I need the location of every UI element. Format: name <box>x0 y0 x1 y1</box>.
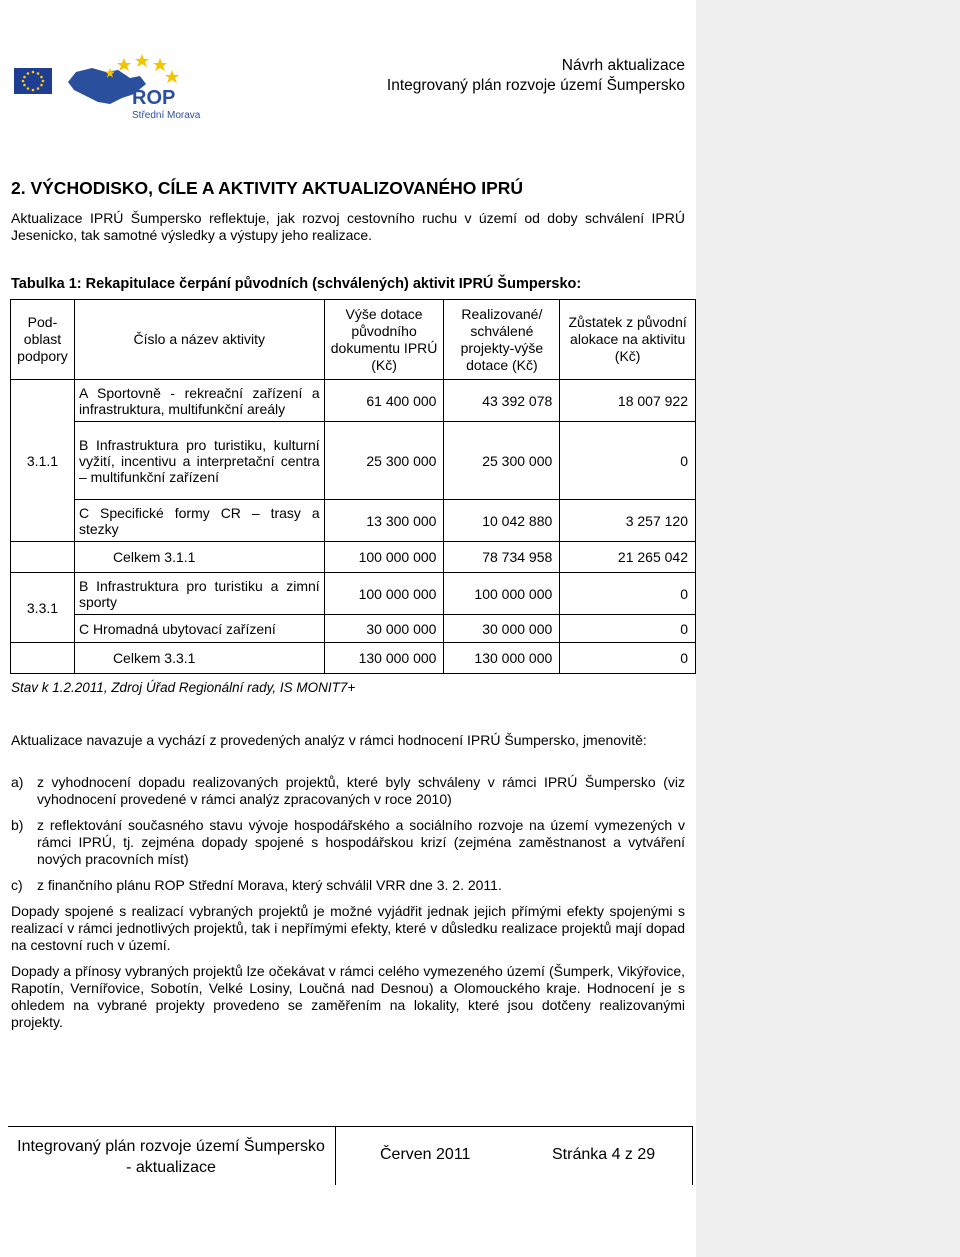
footer-plan-line-2: - aktualizace <box>126 1159 216 1176</box>
realized-cell: 30 000 000 <box>444 615 560 643</box>
empty-cell <box>11 542 75 573</box>
remaining-cell: 0 <box>560 573 696 615</box>
table-source-note: Stav k 1.2.2011, Zdroj Úřad Regionální rady, IS MONIT7+ <box>11 680 356 695</box>
total-label-cell: Celkem 3.3.1 <box>74 643 324 674</box>
original-cell: 13 300 000 <box>324 500 444 542</box>
total-original-cell: 100 000 000 <box>324 542 444 573</box>
paragraph-effects: Dopady spojené s realizací vybraných projektů je možné vyjádřit jednak jejich přímými efekty spojenými s realizací v rámci jednotlivých projektů, tak i nepřímými efekty, které v důsledku realizace projektů mají dopad na cestovní ruch v území. <box>11 903 685 953</box>
right-margin-band <box>696 0 960 1257</box>
footer-divider <box>692 1126 693 1185</box>
table-caption: Tabulka 1: Rekapitulace čerpání původních (schválených) aktivit IPRÚ Šumpersko: <box>11 276 582 292</box>
realized-cell: 10 042 880 <box>444 500 560 542</box>
list-text: z finančního plánu ROP Střední Morava, který schválil VRR dne 3. 2. 2011. <box>37 877 502 893</box>
intro-paragraph: Aktualizace IPRÚ Šumpersko reflektuje, jak rozvoj cestovního ruchu v území od doby schválení IPRÚ Jesenicko, tak samotné výsledky a výstupy jeho realizace. <box>11 210 685 243</box>
original-cell: 61 400 000 <box>324 380 444 422</box>
header-line-2: Integrovaný plán rozvoje území Šumpersko <box>386 77 685 94</box>
col-header-original: Výše dotace původního dokumentu IPRÚ (Kč) <box>324 300 444 380</box>
rop-logo <box>14 50 214 122</box>
paragraph-benefits: Dopady a přínosy vybraných projektů lze očekávat v rámci celého vymezeného území (Šumperk, Vikýřovice, Rapotín, Vernířovice, Sobotín, Velké Losiny, Loučná nad Desnou) a Olomouckého kraje. Hodnocení je s ohledem na vybrané projekty provedeno se zaměřením na lokality, které jsou dotčeny realizovanými projekty. <box>11 963 685 1030</box>
table-row <box>11 380 696 422</box>
table-total-row <box>11 643 696 674</box>
list-item <box>11 877 685 894</box>
total-remaining-cell: 21 265 042 <box>560 542 696 573</box>
realized-cell: 100 000 000 <box>444 573 560 615</box>
list-text: z reflektování současného stavu vývoje hospodářského a sociálního rozvoje na území vymezených v rámci IPRÚ, tj. zejména dopady spojené s hospodářskou krizí (zejména zaměstnanost a vytváření nových pracovních míst) <box>37 817 685 867</box>
table-total-row <box>11 542 696 573</box>
footer-page-number: Stránka 4 z 29 <box>552 1146 656 1163</box>
remaining-cell: 3 257 120 <box>560 500 696 542</box>
col-header-activity: Číslo a název aktivity <box>74 300 324 380</box>
list-item <box>11 817 685 868</box>
total-original-cell: 130 000 000 <box>324 643 444 674</box>
col-header-realized: Realizované/ schválené projekty-výše dotace (Kč) <box>444 300 560 380</box>
table-row <box>11 500 696 542</box>
table-row <box>11 573 696 615</box>
total-label-cell: Celkem 3.1.1 <box>74 542 324 573</box>
total-realized-cell: 78 734 958 <box>444 542 560 573</box>
realized-cell: 43 392 078 <box>444 380 560 422</box>
table-row <box>11 615 696 643</box>
realized-cell: 25 300 000 <box>444 422 560 500</box>
list-marker: a) <box>11 774 24 790</box>
remaining-cell: 18 007 922 <box>560 380 696 422</box>
document-header <box>387 56 685 96</box>
activity-cell: B Infrastruktura pro turistiku, kulturní vyžití, incentivu a interpretační centra – multifunkční zařízení <box>74 422 324 500</box>
original-cell: 100 000 000 <box>324 573 444 615</box>
table-row <box>11 422 696 500</box>
header-line-1: Návrh aktualizace <box>561 57 685 74</box>
activity-cell: C Hromadná ubytovací zařízení <box>74 615 324 643</box>
section-heading: 2. VÝCHODISKO, CÍLE A AKTIVITY AKTUALIZOVANÉHO IPRÚ <box>11 178 524 198</box>
svg-text:ROP: ROP <box>132 87 176 109</box>
recap-table <box>10 299 696 674</box>
activity-cell: A Sportovně - rekreační zařízení a infrastruktura, multifunkční areály <box>74 380 324 422</box>
activity-cell: B Infrastruktura pro turistiku a zimní sporty <box>74 573 324 615</box>
total-remaining-cell: 0 <box>560 643 696 674</box>
table-header-row <box>11 300 696 380</box>
footer-date: Červen 2011 <box>380 1146 471 1163</box>
remaining-cell: 0 <box>560 615 696 643</box>
col-header-subarea: Pod-oblast podpory <box>11 300 75 380</box>
subarea-cell: 3.3.1 <box>11 573 75 643</box>
list-marker: c) <box>11 877 23 893</box>
activity-cell: C Specifické formy CR – trasy a stezky <box>74 500 324 542</box>
col-header-remaining: Zůstatek z původní alokace na aktivitu (Kč) <box>560 300 696 380</box>
subarea-cell: 3.1.1 <box>11 380 75 542</box>
list-marker: b) <box>11 817 24 833</box>
footer-plan-line-1: Integrovaný plán rozvoje území Šumpersko <box>17 1138 325 1155</box>
remaining-cell: 0 <box>560 422 696 500</box>
after-table-paragraph: Aktualizace navazuje a vychází z provedených analýz v rámci hodnocení IPRÚ Šumpersko, jmenovitě: <box>11 732 647 748</box>
list-text: z vyhodnocení dopadu realizovaných projektů, které byly schváleny v rámci IPRÚ Šumpersko (viz vyhodnocení provedené v rámci analýz zpracovaných v roce 2010) <box>37 774 685 807</box>
footer-rule <box>8 1126 693 1127</box>
footer-divider <box>335 1126 336 1185</box>
svg-text:Střední Morava: Střední Morava <box>132 110 201 121</box>
original-cell: 30 000 000 <box>324 615 444 643</box>
empty-cell <box>11 643 75 674</box>
original-cell: 25 300 000 <box>324 422 444 500</box>
list-item <box>11 774 685 808</box>
total-realized-cell: 130 000 000 <box>444 643 560 674</box>
footer-plan-title <box>12 1136 330 1178</box>
